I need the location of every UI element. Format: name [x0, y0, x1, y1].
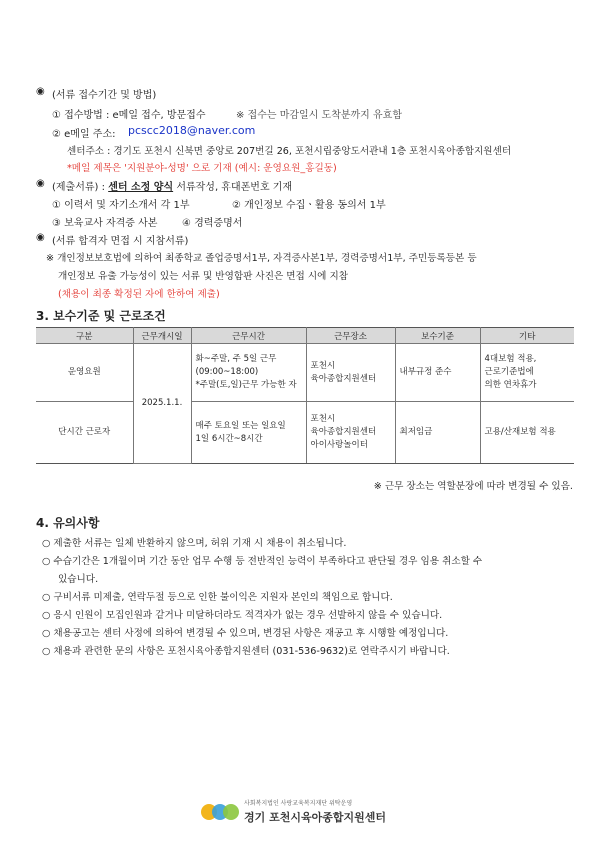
- place-line: 육아종합지원센터: [310, 373, 377, 384]
- header-cell: 구분: [36, 328, 133, 344]
- notice-item: ○ 채용과 관련한 문의 사항은 포천시육아종합지원센터 (031-536-9632)로 연락주시기 바랍니다.: [42, 646, 450, 657]
- row-place: [306, 344, 395, 402]
- hours-line: 매주 토요일 또는 일요일: [195, 420, 286, 431]
- row-type: 단시간 근로자: [36, 402, 133, 464]
- documents-emph: 센터 소정 양식: [108, 182, 174, 193]
- document-item-1: ① 이력서 및 자기소개서 각 1부: [52, 200, 190, 211]
- interview-line-3: (채용이 최종 확정된 자에 한하여 제출): [58, 289, 220, 300]
- bullet-icon: ◉: [36, 86, 45, 97]
- table-row: [36, 344, 574, 402]
- notice-item: ○ 구비서류 미제출, 연락두절 등으로 인한 불이익은 지원자 본인의 책임으로 합니다.: [42, 592, 393, 603]
- center-logo-icon: [200, 797, 240, 827]
- hours-line: *주말(토,일)근무 가능한 자: [195, 380, 297, 390]
- header-cell: 근무시간: [191, 328, 306, 344]
- section3-title: 3. 보수기준 및 근로조건: [36, 309, 166, 323]
- header-cell: 근무장소: [306, 328, 395, 344]
- table-header-row: [36, 328, 574, 344]
- header-cell: 기타: [480, 328, 574, 344]
- table-note: ※ 근무 장소는 역할분장에 따라 변경될 수 있음.: [373, 481, 573, 492]
- place-line: 포천시: [310, 414, 336, 424]
- row-etc: 고용/산재보험 적용: [480, 402, 574, 464]
- row-etc: [480, 344, 574, 402]
- hours-line: (09:00~18:00): [195, 367, 259, 377]
- bullet-icon: ◉: [36, 178, 45, 189]
- bullet-icon: ◉: [36, 232, 45, 243]
- table-row: [36, 402, 574, 464]
- documents-suffix: 서류작성, 휴대폰번호 기재: [176, 182, 293, 193]
- row-pay: 최저임금: [395, 402, 480, 464]
- place-line: 포천시: [310, 360, 336, 371]
- documents-prefix: (제출서류) :: [52, 182, 105, 193]
- notice-item: ○ 제출한 서류는 일체 반환하지 않으며, 허위 기재 시 채용이 취소됩니다.: [42, 538, 347, 549]
- place-line: 육아종합지원센터: [310, 427, 377, 437]
- work-conditions-table: [36, 327, 574, 464]
- interview-title: (서류 합격자 면접 시 지참서류): [52, 236, 189, 247]
- notice-item-cont: 있습니다.: [58, 574, 99, 585]
- notice-item: ○ 응시 인원이 모집인원과 같거나 미달하더라도 적격자가 없는 경우 선발하지 않을 수 있습니다.: [42, 610, 443, 621]
- document-item-2: ② 개인정보 수집ㆍ활용 동의서 1부: [232, 200, 386, 211]
- section4-title: 4. 유의사항: [36, 516, 100, 530]
- footer-small-text: 사회복지법인 사랑교육복지재단 위탁운영: [244, 800, 353, 807]
- document-item-3: ③ 보육교사 자격증 사본: [52, 218, 158, 229]
- interview-line-1: ※ 개인정보보호법에 의하여 최종학교 졸업증명서1부, 자격증사본1부, 경력증명서1부, 주민등록등본 등: [46, 253, 477, 264]
- method-note: ※ 접수는 마감일시 도착분까지 유효함: [236, 110, 402, 121]
- row-pay: 내부규정 준수: [395, 344, 480, 402]
- place-line: 아이사랑놀이터: [310, 440, 368, 450]
- hours-line: 1일 6시간~8시간: [195, 433, 263, 444]
- interview-line-2: 개인정보 유출 가능성이 있는 서류 및 반영함판 사진은 면접 시에 지참: [58, 271, 348, 282]
- email-subject-note: *메일 제목은 '지원분야-성명' 으로 기재 (예시: 운영요원_홍길동): [67, 163, 337, 174]
- notice-item: ○ 채용공고는 센터 사정에 의하여 변경될 수 있으며, 변경된 사항은 재공고 후 시행할 예정입니다.: [42, 628, 449, 639]
- etc-line: 의한 연차휴가: [484, 380, 537, 390]
- row-hours: [191, 402, 306, 464]
- row-type: 운영요원: [36, 344, 133, 402]
- etc-line: 4대보험 적용,: [484, 354, 537, 364]
- etc-line: 근로기준법에: [484, 367, 534, 377]
- method-label: ① 접수방법 : e메일 접수, 방문접수: [52, 110, 206, 121]
- email-link[interactable]: pcscc2018@naver.com: [128, 124, 256, 137]
- header-cell: 보수기준: [395, 328, 480, 344]
- footer-logo: [200, 797, 410, 827]
- application-title: (서류 접수기간 및 방법): [52, 90, 157, 101]
- notice-item: ○ 수습기간은 1개월이며 기간 동안 업무 수행 등 전반적인 능력이 부족하다고 판단될 경우 임용 취소할 수: [42, 556, 483, 567]
- documents-line: [52, 178, 292, 193]
- footer-name: 경기 포천시육아종합지원센터: [244, 811, 386, 824]
- header-cell: 근무개시일: [133, 328, 191, 344]
- start-date: 2025.1.1.: [133, 344, 191, 464]
- email-label: ② e메일 주소:: [52, 129, 116, 140]
- hours-line: 화~주말, 주 5일 근무: [195, 354, 277, 364]
- row-hours: [191, 344, 306, 402]
- document-item-4: ④ 경력증명서: [182, 218, 243, 229]
- center-address: 센터주소 : 경기도 포천시 신북면 중앙로 207번길 26, 포천시립중앙도서관내 1층 포천시육아종합지원센터: [67, 146, 512, 157]
- row-place: [306, 402, 395, 464]
